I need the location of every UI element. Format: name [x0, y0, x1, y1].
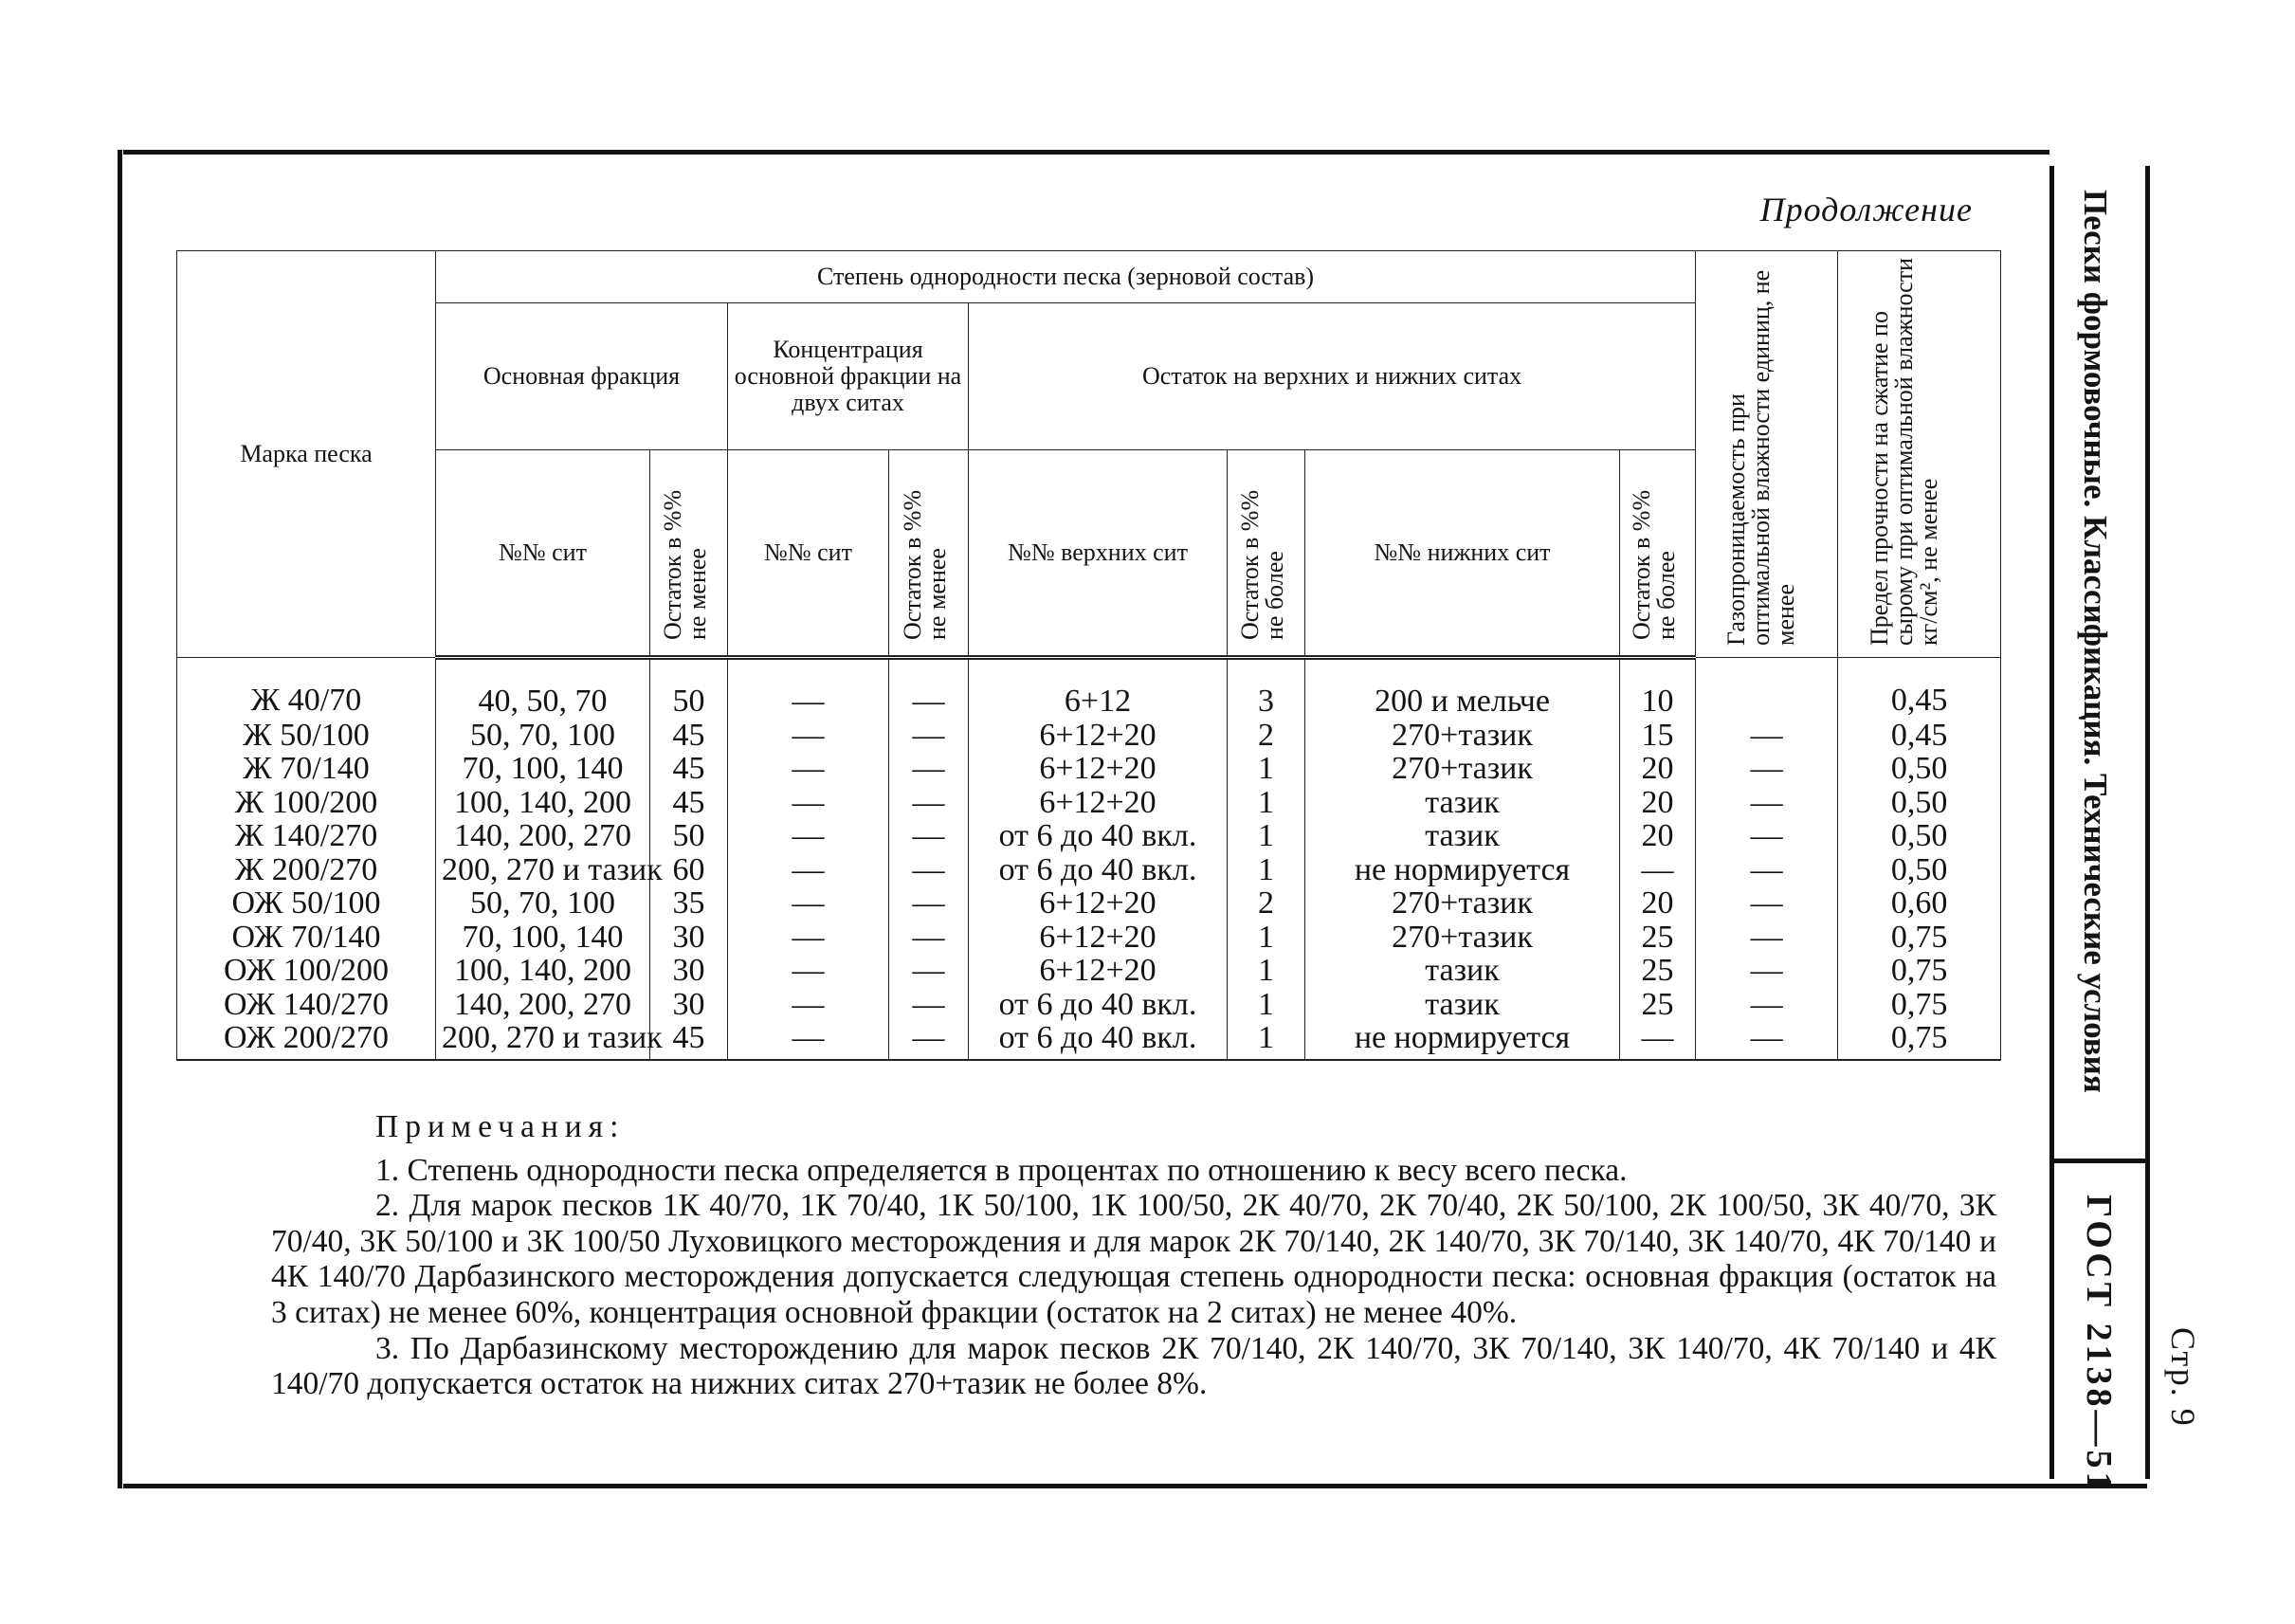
row-residue: 60 [650, 853, 728, 887]
row-conc-residue: — [889, 786, 969, 820]
table-row [177, 819, 2001, 853]
row-lower-sieves: 270+тазик [1305, 752, 1620, 786]
row-brand: Ж 50/100 [177, 719, 436, 753]
row-upper-sieves: от 6 до 40 вкл. [969, 988, 1228, 1022]
row-strength: 0,50 [1838, 752, 2001, 786]
row-lower-sieves: тазик [1305, 786, 1620, 820]
table-row [177, 658, 2001, 719]
row-lower-residue: 20 [1620, 819, 1696, 853]
row-upper-residue: 1 [1228, 786, 1305, 820]
row-upper-residue: 1 [1228, 752, 1305, 786]
frame-right-rule [2145, 166, 2150, 1479]
row-lower-sieves: 270+тазик [1305, 719, 1620, 753]
frame-left-rule [118, 150, 122, 1488]
row-gas-permeability [1696, 658, 1838, 719]
row-upper-residue: 1 [1228, 1021, 1305, 1060]
row-sieves: 70, 100, 140 [436, 752, 650, 786]
table-row [177, 853, 2001, 887]
row-strength: 0,75 [1838, 988, 2001, 1022]
row-upper-sieves: от 6 до 40 вкл. [969, 853, 1228, 887]
row-lower-sieves: тазик [1305, 988, 1620, 1022]
header-sieves: №№ сит [436, 450, 650, 658]
row-residue: 30 [650, 954, 728, 988]
row-upper-sieves: 6+12 [969, 658, 1228, 719]
row-sieves: 40, 50, 70 [436, 658, 650, 719]
notes [271, 1109, 1996, 1402]
table-row [177, 752, 2001, 786]
row-strength: 0,75 [1838, 1021, 2001, 1060]
header-conc-residue: Остаток в %% не менее [889, 450, 969, 658]
header-residue-min: Остаток в %% не менее [650, 450, 728, 658]
row-gas-permeability: — [1696, 786, 1838, 820]
row-conc-residue: — [889, 752, 969, 786]
row-sieves: 50, 70, 100 [436, 719, 650, 753]
row-strength: 0,75 [1838, 921, 2001, 955]
row-lower-residue: 25 [1620, 988, 1696, 1022]
row-residue: 30 [650, 921, 728, 955]
row-lower-residue: 20 [1620, 786, 1696, 820]
table-row [177, 786, 2001, 820]
row-lower-sieves: тазик [1305, 954, 1620, 988]
row-sieves: 100, 140, 200 [436, 786, 650, 820]
row-gas-permeability: — [1696, 853, 1838, 887]
row-gas-permeability: — [1696, 819, 1838, 853]
row-strength: 0,50 [1838, 819, 2001, 853]
row-sieves: 100, 140, 200 [436, 954, 650, 988]
row-sieves: 200, 270 и тазик [436, 853, 650, 887]
row-upper-residue: 2 [1228, 886, 1305, 921]
row-brand: Ж 200/270 [177, 853, 436, 887]
row-upper-sieves: 6+12+20 [969, 786, 1228, 820]
row-upper-residue: 1 [1228, 819, 1305, 853]
table-row [177, 719, 2001, 753]
row-residue: 30 [650, 988, 728, 1022]
row-lower-residue: 15 [1620, 719, 1696, 753]
row-brand: ОЖ 50/100 [177, 886, 436, 921]
row-conc-residue: — [889, 853, 969, 887]
row-upper-sieves: 6+12+20 [969, 752, 1228, 786]
row-conc-sieves: — [728, 886, 889, 921]
table-row [177, 988, 2001, 1022]
row-conc-sieves: — [728, 954, 889, 988]
row-upper-sieves: 6+12+20 [969, 921, 1228, 955]
row-gas-permeability: — [1696, 719, 1838, 753]
frame-side-separator [2049, 1159, 2149, 1163]
row-conc-sieves: — [728, 1021, 889, 1060]
row-sieves: 200, 270 и тазик [436, 1021, 650, 1060]
header-main-fraction: Основная фракция [436, 303, 728, 450]
row-residue: 45 [650, 752, 728, 786]
row-gas-permeability: — [1696, 1021, 1838, 1060]
row-brand: Ж 40/70 [177, 658, 436, 719]
row-upper-residue: 3 [1228, 658, 1305, 719]
row-residue: 45 [650, 1021, 728, 1060]
side-title: Пески формовочные. Классификация. Технические условия [2077, 190, 2114, 1093]
row-lower-sieves: тазик [1305, 819, 1620, 853]
row-upper-sieves: 6+12+20 [969, 886, 1228, 921]
header-conc-sieves: №№ сит [728, 450, 889, 658]
row-lower-residue: 10 [1620, 658, 1696, 719]
header-residue-upper-lower: Остаток на верхних и нижних ситах [969, 303, 1696, 450]
row-conc-residue: — [889, 819, 969, 853]
row-upper-residue: 1 [1228, 853, 1305, 887]
row-lower-sieves: 270+тазик [1305, 886, 1620, 921]
header-brand: Марка песка [177, 251, 436, 658]
row-gas-permeability: — [1696, 988, 1838, 1022]
sand-grades-table [176, 250, 2001, 1061]
row-brand: Ж 100/200 [177, 786, 436, 820]
row-gas-permeability: — [1696, 954, 1838, 988]
row-strength: 0,45 [1838, 719, 2001, 753]
row-lower-residue: 25 [1620, 921, 1696, 955]
row-conc-residue: — [889, 1021, 969, 1060]
row-upper-residue: 1 [1228, 988, 1305, 1022]
row-conc-sieves: — [728, 786, 889, 820]
header-lower-residue: Остаток в %% не более [1620, 450, 1696, 658]
row-residue: 45 [650, 786, 728, 820]
row-lower-sieves: 270+тазик [1305, 921, 1620, 955]
frame-top-rule [123, 150, 2049, 155]
frame-side-rule [2049, 166, 2054, 1479]
row-conc-sieves: — [728, 719, 889, 753]
row-upper-sieves: 6+12+20 [969, 954, 1228, 988]
row-lower-sieves: не нормируется [1305, 853, 1620, 887]
note-1: 1. Степень однородности песка определяется в процентах по отношению к весу всего песка. [375, 1152, 1628, 1188]
row-upper-sieves: от 6 до 40 вкл. [969, 1021, 1228, 1060]
row-lower-residue: 25 [1620, 954, 1696, 988]
notes-heading: Примечания: [375, 1109, 626, 1144]
row-brand: ОЖ 100/200 [177, 954, 436, 988]
note-3: 3. По Дарбазинскому месторождению для марок песков 2К 70/140, 2К 140/70, 3К 70/140, 3К 140/70, 4К 70/140 и 4К 140/70 допускается остаток на нижних ситах 270+тазик не более 8%. [271, 1330, 1996, 1402]
table-row [177, 921, 2001, 955]
row-brand: ОЖ 70/140 [177, 921, 436, 955]
continuation-label: Продолжение [1759, 191, 1973, 228]
row-brand: Ж 70/140 [177, 752, 436, 786]
row-sieves: 140, 200, 270 [436, 819, 650, 853]
row-conc-sieves: — [728, 988, 889, 1022]
table-row [177, 886, 2001, 921]
row-brand: ОЖ 200/270 [177, 1021, 436, 1060]
header-gas-permeability: Газопроницаемость при оптимальной влажности единиц, не менее [1696, 251, 1838, 658]
row-lower-residue: — [1620, 853, 1696, 887]
row-brand: Ж 140/270 [177, 819, 436, 853]
side-page-number: Стр. 9 [2164, 1327, 2202, 1428]
row-conc-sieves: — [728, 752, 889, 786]
row-upper-sieves: от 6 до 40 вкл. [969, 819, 1228, 853]
row-residue: 45 [650, 719, 728, 753]
row-sieves: 50, 70, 100 [436, 886, 650, 921]
table-row [177, 954, 2001, 988]
row-lower-sieves: не нормируется [1305, 1021, 1620, 1060]
row-lower-residue: 20 [1620, 886, 1696, 921]
header-lower-sieves: №№ нижних сит [1305, 450, 1620, 658]
row-conc-residue: — [889, 658, 969, 719]
row-conc-sieves: — [728, 921, 889, 955]
row-lower-residue: — [1620, 1021, 1696, 1060]
row-strength: 0,50 [1838, 853, 2001, 887]
row-brand: ОЖ 140/270 [177, 988, 436, 1022]
row-strength: 0,45 [1838, 658, 2001, 719]
row-strength: 0,75 [1838, 954, 2001, 988]
table-body [177, 658, 2001, 1060]
side-gost: ГОСТ 2138—51 [2079, 1195, 2119, 1494]
header-concentration: Концентрация основной фракции на двух ситах [728, 303, 969, 450]
row-conc-residue: — [889, 954, 969, 988]
header-upper-residue: Остаток в %% не более [1228, 450, 1305, 658]
row-strength: 0,50 [1838, 786, 2001, 820]
row-upper-residue: 2 [1228, 719, 1305, 753]
row-conc-sieves: — [728, 658, 889, 719]
table-row [177, 1021, 2001, 1060]
row-lower-residue: 20 [1620, 752, 1696, 786]
row-residue: 50 [650, 819, 728, 853]
row-sieves: 140, 200, 270 [436, 988, 650, 1022]
row-lower-sieves: 200 и мельче [1305, 658, 1620, 719]
row-sieves: 70, 100, 140 [436, 921, 650, 955]
row-conc-residue: — [889, 719, 969, 753]
row-conc-residue: — [889, 988, 969, 1022]
row-conc-sieves: — [728, 819, 889, 853]
row-gas-permeability: — [1696, 921, 1838, 955]
row-conc-sieves: — [728, 853, 889, 887]
row-upper-sieves: 6+12+20 [969, 719, 1228, 753]
row-residue: 50 [650, 658, 728, 719]
note-2: 2. Для марок песков 1К 40/70, 1К 70/40, 1К 50/100, 1К 100/50, 2К 40/70, 2К 70/40, 2К 50/100, 2К 100/50, 3К 40/70, 3К 70/40, 3К 50/100 и 3К 100/50 Луховицкого месторождения и для марок 2К 70/140, 2К 140/70, 3К 70/140, 3К 140/70, 4К 70/140 и 4К 140/70 Дарбазинского месторождения допускается следующая степень однородности песка: основная фракция (остаток на 3 ситах) не менее 60%, концентрация основной фракции (остаток на 2 ситах) не менее 40%. [271, 1188, 1996, 1330]
row-conc-residue: — [889, 921, 969, 955]
row-gas-permeability: — [1696, 752, 1838, 786]
row-upper-residue: 1 [1228, 921, 1305, 955]
header-uniformity: Степень однородности песка (зерновой состав) [436, 251, 1696, 303]
row-conc-residue: — [889, 886, 969, 921]
header-upper-sieves: №№ верхних сит [969, 450, 1228, 658]
frame-bottom-rule [123, 1484, 2147, 1488]
row-strength: 0,60 [1838, 886, 2001, 921]
row-upper-residue: 1 [1228, 954, 1305, 988]
header-strength: Предел прочности на сжатие по сырому при оптимальной влажности кг/см², не менее [1838, 251, 2001, 658]
row-gas-permeability: — [1696, 886, 1838, 921]
row-residue: 35 [650, 886, 728, 921]
